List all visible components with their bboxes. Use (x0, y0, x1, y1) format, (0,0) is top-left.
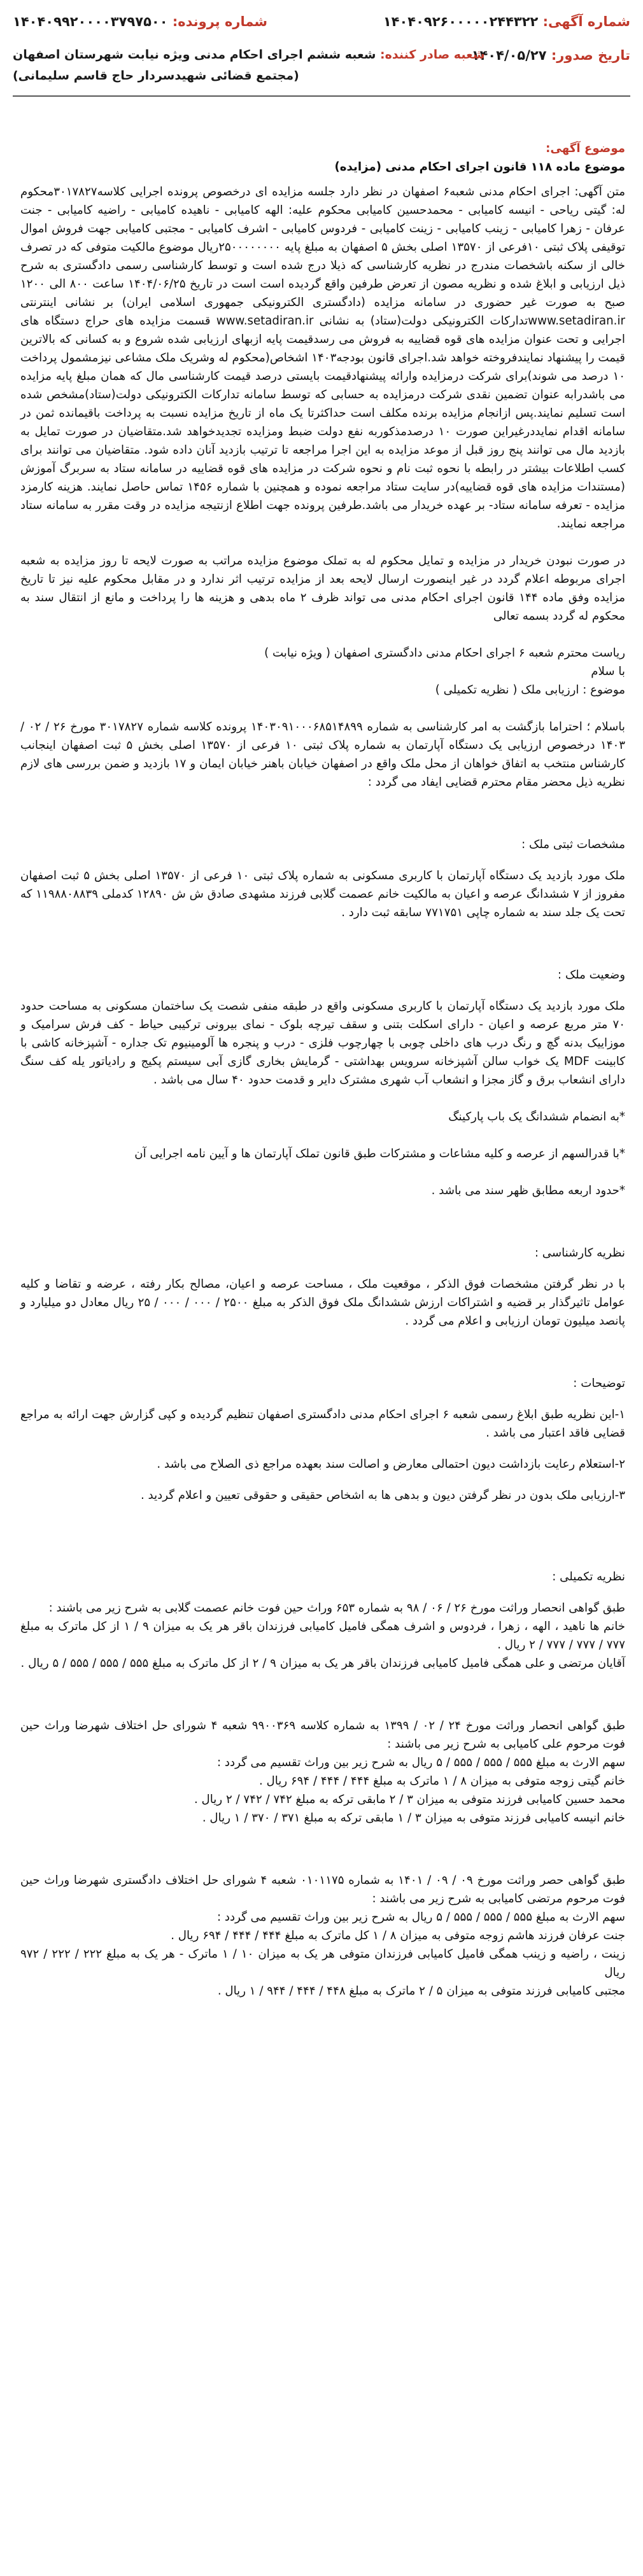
expert-opinion-heading: نظریه کارشناسی : (534, 1246, 625, 1260)
addressee-line: ریاست محترم شعبه ۶ اجرای احکام مدنی دادگستری اصفهان ( ویژه نیابت ) (264, 646, 625, 660)
notice-number-row (383, 14, 630, 29)
subject-line (20, 121, 625, 176)
issuer-name: شعبه ششم اجرای احکام مدنی ویژه نیابت شهرستان اصفهان (13, 48, 376, 62)
notice-number: ۱۴۰۴۰۹۲۶۰۰۰۰۰۲۴۴۳۲۲ (383, 14, 539, 29)
issue-date: ۱۴۰۴/۰۵/۲۷ (471, 48, 547, 63)
property-status-heading: وضعیت ملک : (557, 968, 625, 982)
supplementary-heading: نظریه تکمیلی : (552, 1570, 625, 1584)
inheritance-certificate-3: طبق گواهی حصر وراثت مورخ ۰۹ / ۰۹ / ۱۴۰۱ به شماره ۰۱۰۱۱۷۵ شعبه ۴ شورای حل اختلاف دادگستری شهرضا وراث حین فوت مرحوم مرتضی کامیابی به شرح زیر می باشند : سهم الارث به مبلغ ۵۵۵ / ۵۵۵ / ۵۵۵ / ۵ ریال به شرح زیر بین وراث تقسیم می گردد : جنت عرفان فرزند هاشم زوجه متوفی به میزان ۸ / ۱ کل ماترک به مبلغ ۴۴۴ / ۴۴۴ / ۶۹۴ ریال . زینت ، راضیه و زینب همگی فامیل کامیابی فرزندان متوفی هر یک به میزان ۱۰ / ۱ ماترک - هر یک به مبلغ ۲۲۲ / ۲۲۲ / ۹۷۲ ریال مجتبی کامیابی فرزند متوفی به میزان ۵ / ۲ ماترک به مبلغ ۴۴۸ / ۴۴۴ / ۹۴۴ / ۱ ریال . (20, 1874, 625, 1998)
notice-main-paragraph: متن آگهی: اجرای احکام مدنی شعبه۶ اصفهان در نظر دارد جلسه مزایده ای درخصوص پرونده اجرایی کلاسه۳۰۱۷۸۲۷محکوم له: گیتی ریاحی - انیسه کامیابی - محمدحسین کامیابی محکوم علیه: الهه کامیابی - ناهیده کامیابی - راضیه کامیابی - جنت عرفان - زهرا کامیابی - زینب کامیابی - زینت کامیابی - فردوس کامیابی - اشرف کامیابی - مجتبی کامیابی جهت فروش اموال توقیفی پلاک ثبتی ۱۰فرعی از ۱۳۵۷۰ اصلی بخش ۵ اصفهان به مبلغ پایه ۲۵۰۰۰۰۰۰۰۰ریال موضوع مالکیت متوفی که در تصرف خالی از سکنه باشخصات مندرج در نظریه کارشناسی که ذیلا درج شده است و توسط کارشناسی رسمی دادگستری به شرح ذیل ارزیابی و ابلاغ شده و نظریه مصون از تعرض طرفین واقع گردیده است است در تاریخ ۱۴۰۴/۰۶/۲۵ ساعت ۸۰۰ الی ۱۲۰۰ صبح به صورت غیر حضوری در سامانه مزایده (دادگستری الکترونیکی جمهوری اسلامی ایران) بر نشانی اینترنتی www.setadiran.irتدارکات الکترونیکی دولت(ستاد) به نشانی www.setadiran.ir قسمت مزایده های حراج دستگاه های اجرایی و تحت عنوان مزایده های قوه قضاییه به فروش می رسدقیمت پایه ازبهای ارزیابی شده شروع و به کسانی که بالاترین قیمت را پیشنهاد نمایندفروخته خواهد شد.اجرای قانون بودجه۱۴۰۳ اشخاص(محکوم له وشریک ملک مشاعی نیزمشمول پرداخت ۱۰ درصد می شوند)برای شرکت درمزایده وارائه پیشنهادقیمت بایستی درصد قیمت کارشناسی مال که همان مبلغ پایه مزایده می باشدرابه عنوان تضمین نقدی شرکت درمزایده به حسابی که توسط سامانه تدارکات الکترونیکی دولت(ستاد)مشخص شده است تسلیم نمایند.پس ازانجام مزایده برنده مکلف است حداکثرتا یک ماه از تاریخ مزایده نسبت به پرداخت باقیمانده ثمن در سامانه اقدام نمایددرغیراین صورت ۱۰ درصدمذکوربه نفع دولت ضبط ومزایده تجدیدخواهد شد.متقاضیان در صورت تمایل به بازدید مال می توانند پنج روز قبل از موعد مزایده به این اجرا مراجعه تا ترتیب بازدید آنان داده شود. متقاضیان می توانند برای کسب اطلاعات بیشتر در رابطه با نحوه ثبت نام و نحوه شرکت در مزایده های قوه قضاییه در سامانه ستاد به سربرگ آموزش (مستندات مزایده های قوه قضاییه)در سایت ستاد مراجعه نموده و همچنین با شماره ۱۴۵۶ تماس حاصل نمایند. هزینه کارمزد مزایده - تعرفه سامانه ستاد- بر عهده خریدار می باشد.طرفین پرونده جهت اطلاع ازنتیجه مزایده در وقت مقرر به سامانه ستاد مراجعه نمایند. (20, 185, 626, 531)
subject-label: موضوع آگهی: (546, 142, 625, 155)
issuer-row (13, 48, 485, 62)
expert-opinion-paragraph: با در نظر گرفتن مشخصات فوق الذکر ، موقعیت ملک ، مساحت عرصه و اعیان، مصالح بکار رفته ، عرضه و تقاضا و کلیه عوامل تاثیرگذار بر قضیه و اشتراکات ارزش ششدانگ ملک فوق الذکر به مبلغ ۲۵۰۰ / ۰۰۰ / ۰۰۰ / ۲۵ ریال معادل دو میلیارد و پانصد میلیون تومان ارزیابی و اعلام می گردد . (20, 1278, 625, 1328)
notice-content (20, 121, 625, 2019)
objection-paragraph: در صورت نبودن خریدار در مزایده و تمایل محکوم له به تملک موضوع مزایده مراتب به صورت لایحه تا روز مزایده به شعبه اجرای مربوطه اعلام گردد در غیر اینصورت ارسال لایحه بعد از مزایده ترتیب اثر ندارد و در مقابل محکوم علیه نیز تا تاریخ مزایده وفق ماده ۱۴۴ قانون اجرای احکام مدنی می تواند ظرف ۲ ماه بدهی و هزینه ها را پرداخت و مانع از انتقال سند به محکوم له گردد بسمه تعالی (20, 554, 625, 623)
issuer-sub: (مجتمع قضائی شهیدسردار حاج قاسم سلیمانی) (13, 69, 299, 83)
inheritance-certificate-1: طبق گواهی انحصار وراثت مورخ ۲۶ / ۰۶ / ۹۸ به شماره ۶۵۳ وراث حین فوت خانم عصمت گلابی به شرح زیر می باشند : خانم ها ناهید ، الهه ، زهرا ، فردوس و اشرف همگی فامیل کامیابی فرزندان باقر هر یک به میزان ۹ / ۱ از کل ماترک به مبلغ ۷۷۷ / ۷۷۷ / ۷۷۷ / ۲ ریال . آقایان مرتضی و علی همگی فامیل کامیابی فرزندان باقر هر یک به میزان ۹ / ۲ از کل ماترک به مبلغ ۵۵۵ / ۵۵۵ / ۵۵۵ / ۵ ریال . (20, 1601, 625, 1670)
registration-heading: مشخصات ثبتی ملک : (521, 838, 625, 851)
header-divider (13, 95, 630, 97)
issue-date-row (472, 48, 630, 63)
subject-text: موضوع ماده ۱۱۸ قانون اجرای احکام مدنی (مزایده) (334, 160, 625, 174)
file-number-row (13, 14, 267, 29)
inheritance-certificate-2: طبق گواهی انحصار وراثت مورخ ۲۴ / ۰۲ / ۱۳۹۹ به شماره کلاسه ۹۹۰۰۳۶۹ شعبه ۴ شورای حل اختلاف شهرضا وراث حین فوت مرحوم علی کامیابی به شرح زیر می باشند : سهم الارث به مبلغ ۵۵۵ / ۵۵۵ / ۵۵۵ / ۵ ریال به شرح زیر بین وراث تقسیم می گردد : خانم گیتی زوجه متوفی به میزان ۸ / ۱ ماترک به مبلغ ۴۴۴ / ۴۴۴ / ۶۹۴ ریال . محمد حسین کامیابی فرزند متوفی به میزان ۳ / ۲ مابقی ترکه به مبلغ ۷۴۲ / ۷۴۲ / ۲ ریال . خانم انیسه کامیابی فرزند متوفی به میزان ۳ / ۱ مابقی ترکه به مبلغ ۳۷۱ / ۳۷۰ / ۱ ریال . (20, 1719, 625, 1825)
issuer-label: شعبه صادر کننده: (380, 48, 485, 62)
notice-number-label: شماره آگهی: (542, 14, 630, 29)
parking-note: *به انضمام ششدانگ یک باب پارکینگ (448, 1110, 625, 1124)
property-status-paragraph: ملک مورد بازدید یک دستگاه آپارتمان با کاربری مسکونی واقع در طبقه منفی شصت یک ساختمان مسکونی به مساحت حدود ۷۰ متر مربع عرصه و اعیان - دارای اسکلت بتنی و سقف تیرچه بلوک - نمای بیرونی ترکیبی حیاط - کف فرش سرامیک و موزاییک بدنه گچ و رنگ درب های داخلی چوبی با چهارچوب فلزی - درب و پنجره ها آلومینیوم تک جداره - آشپزخانه کاشی با کابینت MDF یک خواب سالن آشپزخانه سرویس بهداشتی - گرمایش بخاری گازی آبی سیستم پکیج و رادیاتور یله کف سنگ دارای انشعاب برق و گاز مجزا و انشعاب آب شهری مشترک دایر و قدمت حدود ۴۰ سال می باشد . (20, 999, 625, 1087)
report-intro-paragraph: باسلام ؛ احتراما بازگشت به امر کارشناسی به شماره ۱۴۰۳۰۹۱۰۰۰۶۸۵۱۴۸۹۹ پرونده کلاسه شماره ۳۰۱۷۸۲۷ مورخ ۲۶ / ۰۲ / ۱۴۰۳ درخصوص ارزیابی یک دستگاه آپارتمان به شماره پلاک ثبتی ۱۰ فرعی از ۱۳۵۷۰ اصلی بخش ۵ ثبت اصفهان اینجانب کارشناس منتخب به اتفاق خواهان از محل ملک واقع در اصفهان خیابان باهنر خیابان ایمان و ۱۷ بازدید و ضمن بررسی های لازم نظریه ذیل محضر مقام محترم قضایی ایفاد می گردد : (20, 720, 626, 789)
issue-date-label: تاریخ صدور: (551, 48, 630, 63)
report-subject-line: موضوع : ارزیابی ملک ( نظریه تکمیلی ) (435, 683, 625, 697)
file-number: ۱۴۰۴۰۹۹۲۰۰۰۰۳۷۹۷۵۰۰ (13, 14, 168, 29)
issuer-sub-row (13, 69, 299, 83)
registration-paragraph: ملک مورد بازدید یک دستگاه آپارتمان با کاربری مسکونی به شماره پلاک ثبتی ۱۰ فرعی از ۱۳۵۷۰ اصلی بخش ۵ ثبت اصفهان مفروز از ۷ ششدانگ عرصه و اعیان به مالکیت خانم عصمت گلابی فرزند مشهدی صادق ش ش ۱۲۸۹۰ کدملی ۱۱۹۸۸۰۸۸۳۹ که تحت یک جلد سند به شماره چاپی ۷۷۱۷۵۱ سابقه ثبت دارد . (20, 869, 625, 919)
shares-note: *با قدرالسهم از عرصه و کلیه مشاعات و مشترکات طبق قانون تملک آپارتمان ها و آیین نامه اجرایی آن (134, 1147, 625, 1160)
notice-header (0, 0, 643, 83)
explanation-2: ۲-استعلام رعایت بازداشت دیون احتمالی معارض و اصالت سند بعهده مراجع ذی الصلاح می باشد . (157, 1458, 625, 1471)
file-number-label: شماره پرونده: (172, 14, 268, 29)
explanations-heading: توضیحات : (573, 1377, 625, 1390)
explanation-1: ۱-این نظریه طبق ابلاغ رسمی شعبه ۶ اجرای احکام مدنی دادگستری اصفهان تنظیم گردیده و کپی گزارش جهت ارائه به مراجع قضایی فاقد اعتبار می باشد . (20, 1408, 625, 1440)
greeting-line: با سلام (591, 665, 625, 678)
boundaries-note: *حدود اربعه مطابق ظهر سند می باشد . (431, 1184, 625, 1197)
explanation-3: ۳-ارزیابی ملک بدون در نظر گرفتن دیون و بدهی ها به اشخاص حقیقی و حقوقی تعیین و اعلام گردید . (140, 1489, 625, 1502)
